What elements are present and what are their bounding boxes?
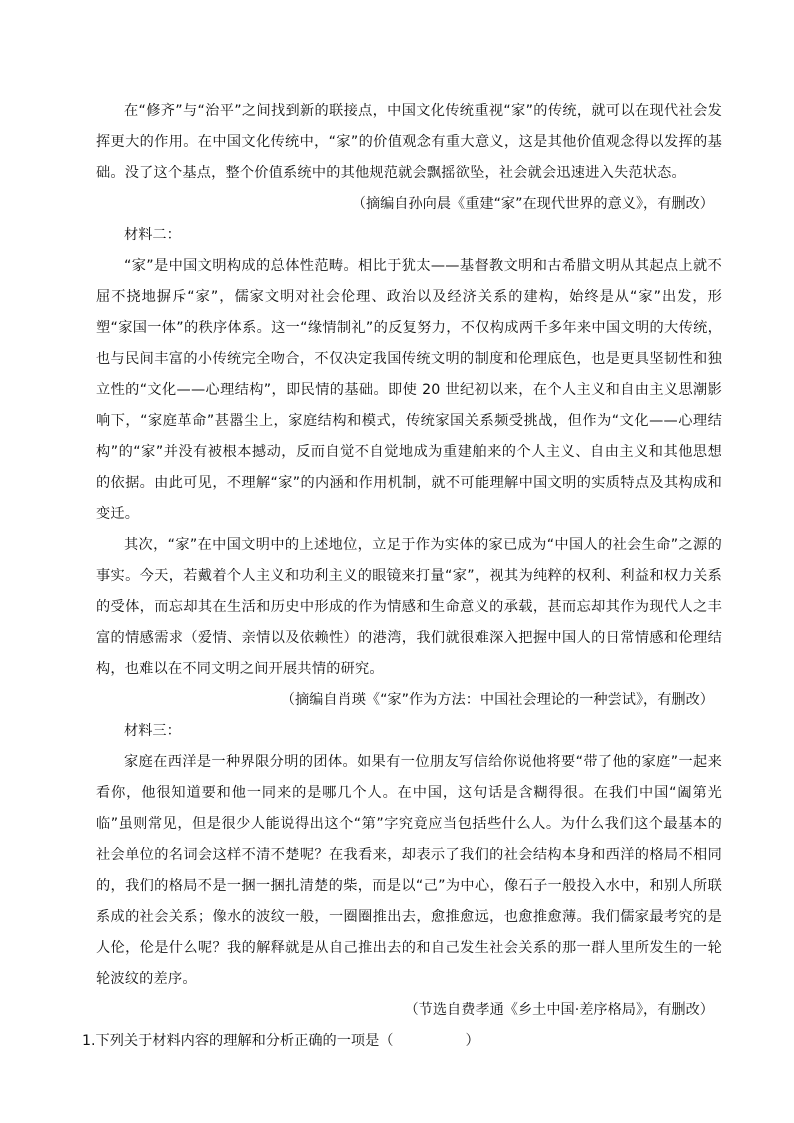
source-citation-1: （摘编自孙向晨《重建“家”在现代世界的意义》，有删改） <box>351 196 714 212</box>
source-citation-3: （节选自费孝通《乡土中国·差序格局》，有删改） <box>404 1002 714 1018</box>
question-1 <box>82 1026 722 1057</box>
paragraph-material-1: 在“修齐”与“治平”之间找到新的联接点，中国文化传统重视“家”的传统，就可以在现代社会发挥更大的作用。在中国文化传统中，“家”的价值观念有重大意义，这是其他价值观念得以发挥的基础。没了这个基点，整个价值系统中的其他规范就会飘摇欲坠，社会就会迅速进入失范状态。 <box>96 103 722 181</box>
question-1-close: ） <box>465 1033 480 1049</box>
material-3-heading: 材料三： <box>124 723 181 739</box>
source-citation-2: （摘编自肖瑛《“家”作为方法：中国社会理论的一种尝试》，有删改） <box>280 692 714 708</box>
document-body <box>82 96 722 1057</box>
material-2-heading: 材料二： <box>124 227 181 243</box>
paragraph-material-2-part-2: 其次，“家”在中国文明中的上述地位，立足于作为实体的家已成为“中国人的社会生命”之源的事实。今天，若戴着个人主义和功利主义的眼镜来打量“家”，视其为纯粹的权利、利益和权力关系的受体，而忘却其在生活和历史中形成的作为情感和生命意义的承载，甚而忘却其作为现代人之丰富的情感需求（爱情、亲情以及依赖性）的港湾，我们就很难深入把握中国人的日常情感和伦理结构，也难以在不同文明之间开展共情的研究。 <box>96 537 722 677</box>
question-1-text: 1.下列关于材料内容的理解和分析正确的一项是（ <box>82 1033 394 1049</box>
paragraph-material-3: 家庭在西洋是一种界限分明的团体。如果有一位朋友写信给你说他将要“带了他的家庭”一起来看你，他很知道要和他一同来的是哪几个人。在中国，这句话是含糊得很。在我们中国“阖第光临”虽则常见，但是很少人能说得出这个“第”字究竟应当包括些什么人。为什么我们这个最基本的社会单位的名词会这样不清不楚呢？在我看来，却表示了我们的社会结构本身和西洋的格局不相同的，我们的格局不是一捆一捆扎清楚的柴，而是以“己”为中心，像石子一般投入水中，和别人所联系成的社会关系；像水的波纹一般，一圈圈推出去，愈推愈远，也愈推愈薄。我们儒家最考究的是人伦，伦是什么呢？我的解释就是从自己推出去的和自己发生社会关系的那一群人里所发生的一轮轮波纹的差序。 <box>96 754 722 987</box>
paragraph-material-2-part-1: “家”是中国文明构成的总体性范畴。相比于犹太——基督教文明和古希腊文明从其起点上就不屈不挠地摒斥“家”，儒家文明对社会伦理、政治以及经济关系的建构，始终是从“家”出发，形塑“家国一体”的秩序体系。这一“缘情制礼”的反复努力，不仅构成两千多年来中国文明的大传统，也与民间丰富的小传统完全吻合，不仅决定我国传统文明的制度和伦理底色，也是更具坚韧性和独立性的“文化——心理结构”，即民情的基础。即使 20 世纪初以来，在个人主义和自由主义思潮影响下，“家庭革命”甚嚣尘上，家庭结构和模式，传统家国关系频受挑战，但作为“文化——心理结构”的“家”并没有被根本撼动，反而自觉不自觉地成为重建舶来的个人主义、自由主义和其他思想的依据。由此可见，不理解“家”的内涵和作用机制，就不可能理解中国文明的实质特点及其构成和变迁。 <box>96 258 722 522</box>
